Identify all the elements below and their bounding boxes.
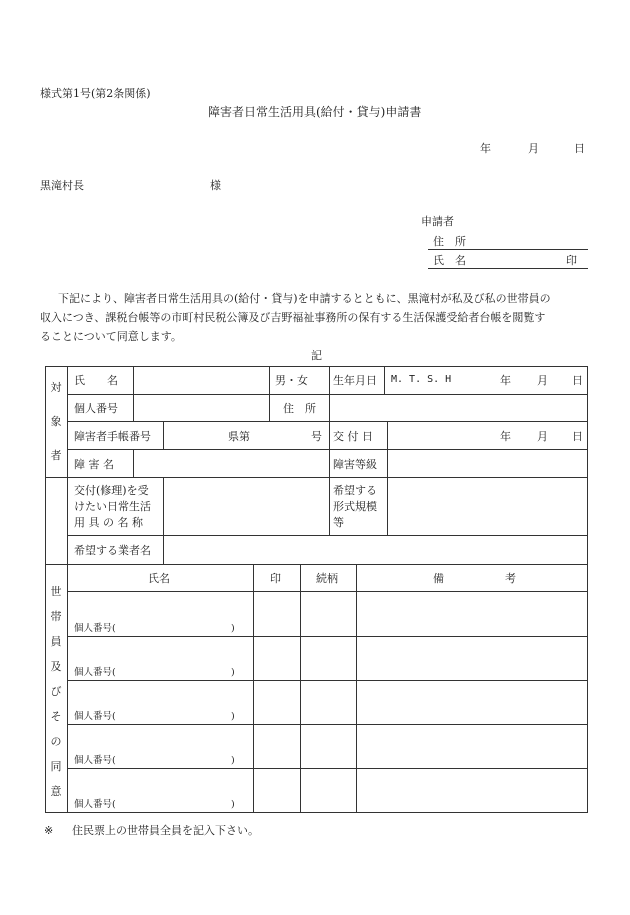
birth-label: 生年月日 (333, 374, 377, 387)
personal-no-field[interactable] (137, 396, 267, 420)
personal-no-close: ) (231, 623, 235, 634)
personal-no-close: ) (231, 755, 235, 766)
household-side-2: 帯 (50, 610, 62, 623)
notebook-suffix: 号 (311, 430, 322, 443)
col-header-relation: 続柄 (316, 572, 338, 585)
disability-label: 障 害 名 (74, 458, 114, 471)
equipment-field[interactable] (167, 480, 327, 533)
name-field[interactable] (137, 368, 267, 393)
household-side-1: 世 (50, 585, 62, 598)
personal-no-close: ) (231, 799, 235, 810)
era-selector[interactable]: M. T. S. H (391, 374, 452, 385)
applicant-seal: 印 (566, 254, 577, 267)
vendor-field[interactable] (167, 538, 585, 563)
issue-year[interactable]: 年 (500, 430, 511, 443)
side-label-3: 者 (50, 449, 62, 462)
applicant-name-label: 氏 名 (433, 254, 466, 267)
personal-no-close: ) (231, 667, 235, 678)
personal-no-label: 個人番号( (74, 755, 116, 766)
issue-month[interactable]: 月 (537, 430, 548, 443)
household-side-9: 意 (50, 785, 62, 798)
col-header-remarks-2: 考 (505, 572, 516, 585)
ki-heading: 記 (311, 349, 322, 362)
personal-no-label: 個人番号( (74, 711, 116, 722)
addressee: 黒滝村長 (40, 179, 84, 192)
applicant-label: 申請者 (421, 215, 454, 228)
sex-selector[interactable]: 男・女 (275, 374, 308, 387)
applicant-address-label: 住 所 (433, 235, 466, 248)
household-side-8: 同 (50, 760, 62, 773)
col-header-seal: 印 (270, 572, 281, 585)
equipment-label-2: けたい日常生活 (74, 500, 151, 513)
address-label: 住 所 (283, 402, 316, 415)
consent-line-2: 収入につき、課税台帳等の市町村民税公簿及び吉野福祉事務所の保有する生活保護受給者台帳を閲覧す (40, 311, 546, 324)
date-year[interactable]: 年 (480, 142, 491, 155)
name-label: 氏 名 (74, 374, 118, 387)
issue-date-label: 交 付 日 (333, 430, 373, 443)
household-side-3: 員 (50, 635, 62, 648)
personal-no-close: ) (231, 711, 235, 722)
birth-month[interactable]: 月 (537, 374, 548, 387)
footnote-mark: ※ (44, 824, 54, 837)
equipment-label-1: 交付(修理)を受 (74, 484, 149, 497)
personal-no-label: 個人番号( (74, 623, 116, 634)
side-label-2: 象 (50, 415, 62, 428)
grade-label: 障害等級 (333, 458, 377, 471)
household-side-7: の (50, 735, 62, 748)
personal-no-label: 個人番号 (74, 402, 118, 415)
form-number: 様式第1号(第2条関係) (40, 87, 151, 100)
date-day[interactable]: 日 (574, 142, 585, 155)
notebook-label: 障害者手帳番号 (74, 430, 151, 443)
address-field[interactable] (333, 396, 585, 420)
spec-label-2: 形式規模 (333, 500, 377, 513)
household-side-6: そ (50, 710, 62, 723)
side-label-1: 対 (50, 381, 62, 394)
equipment-label-3: 用 具 の 名 称 (74, 516, 143, 529)
consent-line-3: ることについて同意します。 (40, 330, 182, 343)
consent-line-1: 下記により、障害者日常生活用具の(給付・貸与)を申請するとともに、黒滝村が私及び私の世帯員の (58, 292, 551, 305)
applicant-address-field[interactable] (428, 249, 588, 250)
grade-field[interactable] (391, 451, 585, 476)
household-side-5: び (50, 685, 62, 698)
date-month[interactable]: 月 (528, 142, 539, 155)
col-header-remarks-1: 備 (433, 572, 444, 585)
applicant-name-field[interactable] (428, 268, 588, 269)
notebook-pref[interactable]: 県第 (228, 430, 250, 443)
spec-field[interactable] (391, 480, 585, 533)
personal-no-label: 個人番号( (74, 667, 116, 678)
col-header-name: 氏名 (148, 572, 170, 585)
birth-day[interactable]: 日 (572, 374, 583, 387)
issue-day[interactable]: 日 (572, 430, 583, 443)
household-side-4: 及 (50, 660, 62, 673)
footnote-text: 住民票上の世帯員全員を記入下さい。 (72, 824, 259, 837)
honorific: 様 (210, 179, 221, 192)
vendor-label: 希望する業者名 (74, 544, 151, 557)
disability-field[interactable] (137, 451, 327, 476)
page-title: 障害者日常生活用具(給付・貸与)申請書 (208, 105, 422, 119)
personal-no-label: 個人番号( (74, 799, 116, 810)
birth-year[interactable]: 年 (500, 374, 511, 387)
spec-label-3: 等 (333, 516, 344, 529)
spec-label-1: 希望する (333, 484, 377, 497)
